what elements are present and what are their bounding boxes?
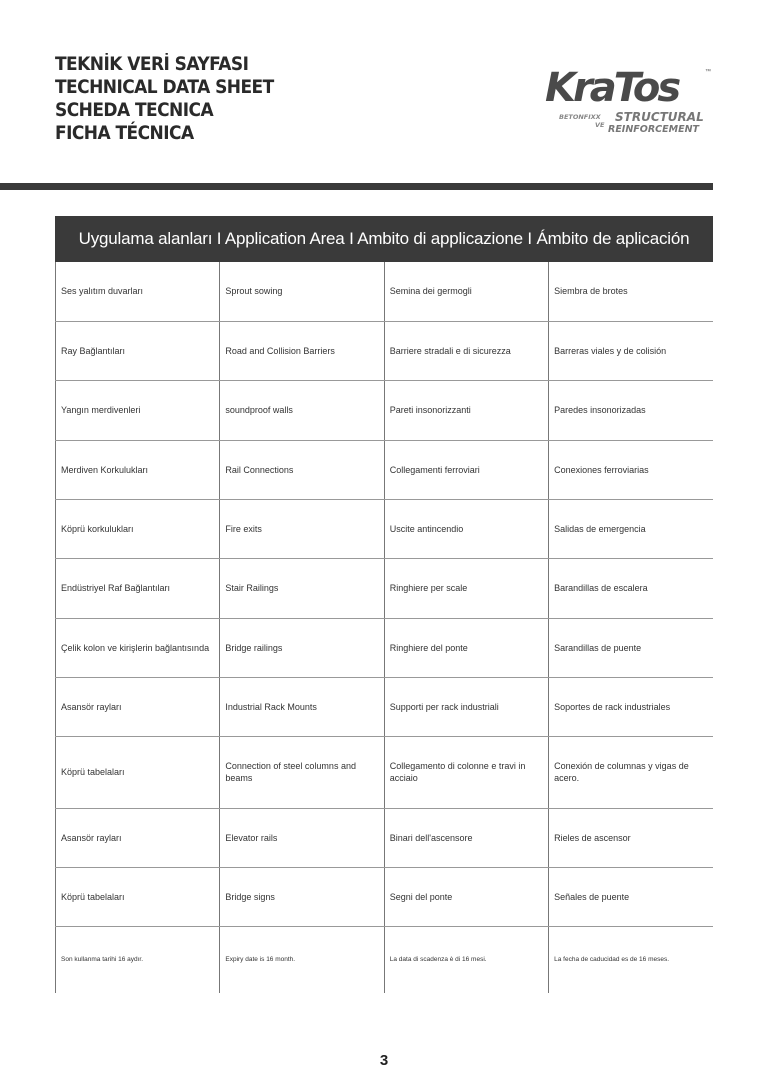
cell-es: Sarandillas de puente: [549, 618, 713, 677]
cell-it: Uscite antincendio: [384, 499, 548, 558]
cell-en: Sprout sowing: [220, 262, 384, 321]
svg-text:REINFORCEMENT: REINFORCEMENT: [608, 124, 700, 135]
cell-es: Barandillas de escalera: [549, 558, 713, 618]
svg-text:BETONFIXX: BETONFIXX: [559, 113, 601, 121]
title-it: SCHEDA TECNICA: [55, 100, 214, 121]
kratos-logo: [545, 55, 715, 135]
cell-it: Barriere stradali e di sicurezza: [384, 321, 548, 380]
cell-en: Expiry date is 16 month.: [220, 926, 384, 993]
svg-text:STRUCTURAL: STRUCTURAL: [615, 110, 704, 124]
cell-es: Salidas de emergencia: [549, 499, 713, 558]
cell-es: Conexión de columnas y vigas de acero.: [549, 736, 713, 808]
cell-en: Road and Collision Barriers: [220, 321, 384, 380]
cell-it: Supporti per rack industriali: [384, 677, 548, 736]
cell-tr: Merdiven Korkulukları: [56, 440, 220, 499]
cell-es: Barreras viales y de colisión: [549, 321, 713, 380]
cell-en: Industrial Rack Mounts: [220, 677, 384, 736]
cell-it: Collegamento di colonne e travi in acciaio: [384, 736, 548, 808]
svg-text:VE: VE: [595, 121, 605, 129]
cell-tr: Ses yalıtım duvarları: [56, 262, 220, 321]
application-area-table: [55, 262, 713, 993]
cell-en: Fire exits: [220, 499, 384, 558]
cell-tr: Çelik kolon ve kirişlerin bağlantısında: [56, 618, 220, 677]
svg-text:KraTos: KraTos: [545, 65, 679, 111]
table-row: [56, 867, 714, 926]
document-titles: [55, 53, 274, 145]
cell-en: soundproof walls: [220, 380, 384, 440]
cell-en: Rail Connections: [220, 440, 384, 499]
table-title: Uygulama alanları I Application Area I Ambito di applicazione I Ámbito de aplicación: [55, 216, 713, 262]
cell-tr: Asansör rayları: [56, 808, 220, 867]
table-row: [56, 618, 714, 677]
cell-it: La data di scadenza è di 16 mesi.: [384, 926, 548, 993]
cell-es: Siembra de brotes: [549, 262, 713, 321]
title-es: FICHA TÉCNICA: [55, 123, 194, 144]
cell-es: Paredes insonorizadas: [549, 380, 713, 440]
cell-tr: Köprü korkulukları: [56, 499, 220, 558]
table-row: [56, 926, 714, 993]
table-row: [56, 262, 714, 321]
table-row: [56, 736, 714, 808]
cell-tr: Ray Bağlantıları: [56, 321, 220, 380]
page-number: 3: [379, 1052, 389, 1069]
cell-en: Connection of steel columns and beams: [220, 736, 384, 808]
cell-es: Señales de puente: [549, 867, 713, 926]
cell-tr: Endüstriyel Raf Bağlantıları: [56, 558, 220, 618]
cell-tr: Köprü tabelaları: [56, 867, 220, 926]
cell-en: Stair Railings: [220, 558, 384, 618]
cell-tr: Yangın merdivenleri: [56, 380, 220, 440]
cell-es: Rieles de ascensor: [549, 808, 713, 867]
cell-en: Bridge railings: [220, 618, 384, 677]
title-tr: TEKNİK VERİ SAYFASI: [55, 54, 249, 75]
cell-it: Ringhiere del ponte: [384, 618, 548, 677]
header-divider: [0, 183, 713, 190]
cell-it: Binari dell'ascensore: [384, 808, 548, 867]
table-row: [56, 677, 714, 736]
table-row: [56, 440, 714, 499]
cell-en: Elevator rails: [220, 808, 384, 867]
cell-it: Segni del ponte: [384, 867, 548, 926]
cell-es: La fecha de caducidad es de 16 meses.: [549, 926, 713, 993]
cell-tr: Köprü tabelaları: [56, 736, 220, 808]
table-row: [56, 808, 714, 867]
cell-it: Semina dei germogli: [384, 262, 548, 321]
table-row: [56, 321, 714, 380]
svg-text:™: ™: [705, 69, 711, 75]
cell-tr: Asansör rayları: [56, 677, 220, 736]
table-row: [56, 558, 714, 618]
cell-es: Soportes de rack industriales: [549, 677, 713, 736]
cell-en: Bridge signs: [220, 867, 384, 926]
table-row: [56, 380, 714, 440]
cell-it: Ringhiere per scale: [384, 558, 548, 618]
cell-es: Conexiones ferroviarias: [549, 440, 713, 499]
cell-it: Collegamenti ferroviari: [384, 440, 548, 499]
title-en: TECHNICAL DATA SHEET: [55, 77, 274, 98]
cell-it: Pareti insonorizzanti: [384, 380, 548, 440]
cell-tr: Son kullanma tarihi 16 aydır.: [56, 926, 220, 993]
table-row: [56, 499, 714, 558]
